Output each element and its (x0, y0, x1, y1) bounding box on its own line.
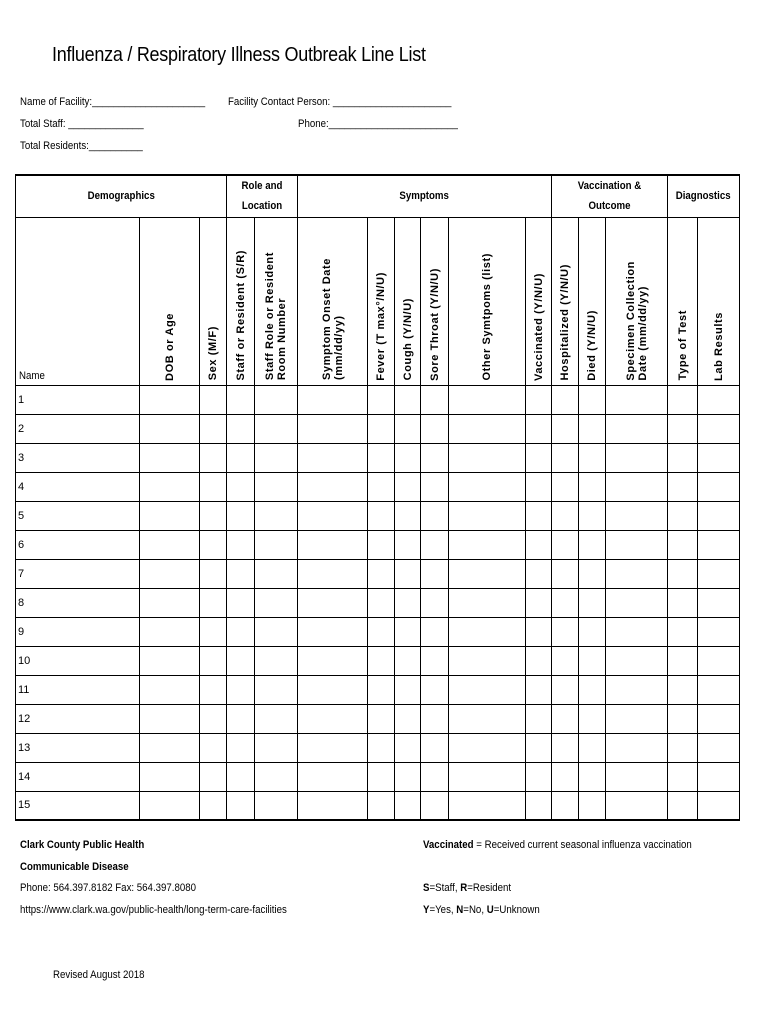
entry-cell[interactable] (395, 588, 421, 617)
entry-cell[interactable] (298, 530, 368, 559)
entry-cell[interactable] (227, 617, 255, 646)
entry-cell[interactable] (606, 704, 668, 733)
row-number-cell[interactable]: 3 (16, 443, 140, 472)
entry-cell[interactable] (606, 414, 668, 443)
entry-cell[interactable] (255, 472, 298, 501)
entry-cell[interactable] (200, 414, 227, 443)
entry-cell[interactable] (227, 530, 255, 559)
total-staff-field[interactable]: Total Staff: ______________ (20, 118, 144, 130)
entry-cell[interactable] (579, 617, 606, 646)
entry-cell[interactable] (606, 733, 668, 762)
entry-cell[interactable] (421, 704, 449, 733)
entry-cell[interactable] (368, 617, 395, 646)
entry-cell[interactable] (698, 646, 740, 675)
entry-cell[interactable] (255, 559, 298, 588)
entry-cell[interactable] (395, 530, 421, 559)
table-row (16, 646, 740, 675)
entry-cell[interactable] (200, 443, 227, 472)
entry-cell[interactable] (449, 385, 526, 414)
entry-cell[interactable] (227, 791, 255, 820)
entry-cell[interactable] (255, 791, 298, 820)
entry-cell[interactable] (255, 530, 298, 559)
entry-cell[interactable] (606, 385, 668, 414)
row-number-cell[interactable]: 11 (16, 675, 140, 704)
table-row (16, 559, 740, 588)
entry-cell[interactable] (227, 559, 255, 588)
entry-cell[interactable] (552, 501, 579, 530)
entry-cell[interactable] (579, 762, 606, 791)
entry-cell[interactable] (227, 472, 255, 501)
entry-cell[interactable] (668, 501, 698, 530)
entry-cell[interactable] (298, 443, 368, 472)
group-symptoms: Symptoms (298, 175, 552, 217)
entry-cell[interactable] (552, 559, 579, 588)
entry-cell[interactable] (449, 762, 526, 791)
facility-contact-field[interactable]: Facility Contact Person: ______________________ (228, 96, 452, 108)
entry-cell[interactable] (668, 646, 698, 675)
entry-cell[interactable] (227, 646, 255, 675)
entry-cell[interactable] (298, 762, 368, 791)
entry-cell[interactable] (579, 733, 606, 762)
entry-cell[interactable] (140, 646, 200, 675)
col-dob-header: DOB or Age (140, 217, 200, 385)
entry-cell[interactable] (526, 646, 552, 675)
entry-cell[interactable] (255, 588, 298, 617)
row-number-cell[interactable]: 6 (16, 530, 140, 559)
entry-cell[interactable] (140, 443, 200, 472)
entry-cell[interactable] (526, 762, 552, 791)
entry-cell[interactable] (368, 559, 395, 588)
entry-cell[interactable] (395, 791, 421, 820)
entry-cell[interactable] (140, 559, 200, 588)
entry-cell[interactable] (606, 762, 668, 791)
entry-cell[interactable] (200, 704, 227, 733)
table-row (16, 704, 740, 733)
contact-phone: Phone: 564.397.8182 Fax: 564.397.8080 (20, 882, 197, 894)
col-died-header: Died (Y/N/U) (579, 217, 606, 385)
entry-cell[interactable] (298, 646, 368, 675)
entry-cell[interactable] (552, 385, 579, 414)
entry-cell[interactable] (255, 675, 298, 704)
entry-cell[interactable] (227, 762, 255, 791)
entry-cell[interactable] (298, 559, 368, 588)
entry-cell[interactable] (698, 414, 740, 443)
entry-cell[interactable] (449, 704, 526, 733)
entry-cell[interactable] (526, 704, 552, 733)
group-demographics: Demographics (16, 175, 227, 217)
entry-cell[interactable] (668, 385, 698, 414)
page-title: Influenza / Respiratory Illness Outbreak Line List (52, 44, 426, 66)
entry-cell[interactable] (421, 385, 449, 414)
entry-cell[interactable] (668, 617, 698, 646)
table-row (16, 733, 740, 762)
entry-cell[interactable] (421, 530, 449, 559)
entry-cell[interactable] (298, 472, 368, 501)
entry-cell[interactable] (421, 414, 449, 443)
entry-cell[interactable] (227, 675, 255, 704)
entry-cell[interactable] (298, 385, 368, 414)
entry-cell[interactable] (395, 501, 421, 530)
entry-cell[interactable] (698, 791, 740, 820)
entry-cell[interactable] (298, 414, 368, 443)
entry-cell[interactable] (526, 472, 552, 501)
entry-cell[interactable] (526, 791, 552, 820)
col-name-header: Name (16, 217, 140, 385)
entry-cell[interactable] (526, 443, 552, 472)
entry-cell[interactable] (579, 704, 606, 733)
col-staff-resident-header: Staff or Resident (S/R) (227, 217, 255, 385)
entry-cell[interactable] (368, 791, 395, 820)
entry-cell[interactable] (698, 501, 740, 530)
entry-cell[interactable] (552, 791, 579, 820)
entry-cell[interactable] (668, 791, 698, 820)
total-residents-field[interactable]: Total Residents:__________ (20, 140, 143, 152)
col-onset-date-header: Symptom Onset Date (mm/dd/yy) (298, 217, 368, 385)
entry-cell[interactable] (698, 443, 740, 472)
entry-cell[interactable] (200, 733, 227, 762)
entry-cell[interactable] (227, 414, 255, 443)
entry-cell[interactable] (668, 530, 698, 559)
entry-cell[interactable] (698, 762, 740, 791)
entry-cell[interactable] (606, 675, 668, 704)
entry-cell[interactable] (298, 733, 368, 762)
line-list-table (15, 174, 740, 821)
entry-cell[interactable] (449, 646, 526, 675)
row-number-cell[interactable]: 15 (16, 791, 140, 820)
entry-cell[interactable] (200, 559, 227, 588)
entry-cell[interactable] (526, 530, 552, 559)
entry-cell[interactable] (140, 791, 200, 820)
row-number-cell[interactable]: 1 (16, 385, 140, 414)
entry-cell[interactable] (668, 443, 698, 472)
entry-cell[interactable] (698, 675, 740, 704)
col-cough-header: Cough (Y/N/U) (395, 217, 421, 385)
entry-cell[interactable] (698, 385, 740, 414)
col-sore-throat-header: Sore Throat (Y/N/U) (421, 217, 449, 385)
org-name: Clark County Public Health (20, 839, 145, 851)
table-row (16, 762, 740, 791)
entry-cell[interactable] (395, 762, 421, 791)
entry-cell[interactable] (368, 414, 395, 443)
entry-cell[interactable] (421, 733, 449, 762)
entry-cell[interactable] (552, 646, 579, 675)
entry-cell[interactable] (421, 443, 449, 472)
entry-cell[interactable] (140, 675, 200, 704)
entry-cell[interactable] (255, 501, 298, 530)
entry-cell[interactable] (606, 617, 668, 646)
entry-cell[interactable] (140, 414, 200, 443)
col-role-room-header: Staff Role or Resident Room Number (255, 217, 298, 385)
entry-cell[interactable] (579, 472, 606, 501)
entry-cell[interactable] (421, 617, 449, 646)
entry-cell[interactable] (255, 733, 298, 762)
table-row (16, 588, 740, 617)
entry-cell[interactable] (421, 588, 449, 617)
entry-cell[interactable] (368, 646, 395, 675)
answer-legend: Y=Yes, N=No, U=Unknown (423, 904, 540, 916)
entry-cell[interactable] (140, 472, 200, 501)
row-number-cell[interactable]: 7 (16, 559, 140, 588)
entry-cell[interactable] (421, 472, 449, 501)
entry-cell[interactable] (579, 791, 606, 820)
entry-cell[interactable] (449, 530, 526, 559)
entry-cell[interactable] (395, 559, 421, 588)
entry-cell[interactable] (298, 617, 368, 646)
col-sex-header: Sex (M/F) (200, 217, 227, 385)
entry-cell[interactable] (579, 414, 606, 443)
entry-cell[interactable] (698, 530, 740, 559)
entry-cell[interactable] (606, 443, 668, 472)
entry-cell[interactable] (227, 501, 255, 530)
entry-cell[interactable] (698, 472, 740, 501)
entry-cell[interactable] (368, 530, 395, 559)
entry-cell[interactable] (200, 385, 227, 414)
entry-cell[interactable] (579, 443, 606, 472)
row-number-cell[interactable]: 2 (16, 414, 140, 443)
entry-cell[interactable] (579, 559, 606, 588)
entry-cell[interactable] (526, 617, 552, 646)
table-row (16, 530, 740, 559)
facility-name-field[interactable]: Name of Facility:_____________________ (20, 96, 206, 108)
entry-cell[interactable] (698, 617, 740, 646)
entry-cell[interactable] (421, 791, 449, 820)
entry-cell[interactable] (200, 646, 227, 675)
entry-cell[interactable] (526, 733, 552, 762)
entry-cell[interactable] (606, 559, 668, 588)
entry-cell[interactable] (552, 733, 579, 762)
entry-cell[interactable] (668, 675, 698, 704)
entry-cell[interactable] (200, 501, 227, 530)
entry-cell[interactable] (526, 414, 552, 443)
entry-cell[interactable] (368, 733, 395, 762)
entry-cell[interactable] (255, 646, 298, 675)
entry-cell[interactable] (140, 530, 200, 559)
entry-cell[interactable] (200, 762, 227, 791)
entry-cell[interactable] (552, 617, 579, 646)
entry-cell[interactable] (140, 588, 200, 617)
group-vaccination-outcome: Vaccination & Outcome (552, 175, 668, 217)
entry-cell[interactable] (449, 675, 526, 704)
entry-cell[interactable] (227, 588, 255, 617)
entry-cell[interactable] (668, 588, 698, 617)
entry-cell[interactable] (255, 704, 298, 733)
entry-cell[interactable] (449, 588, 526, 617)
entry-cell[interactable] (421, 762, 449, 791)
entry-cell[interactable] (606, 530, 668, 559)
entry-cell[interactable] (140, 762, 200, 791)
col-lab-results-header: Lab Results (698, 217, 740, 385)
entry-cell[interactable] (579, 675, 606, 704)
entry-cell[interactable] (449, 472, 526, 501)
entry-cell[interactable] (449, 617, 526, 646)
entry-cell[interactable] (552, 443, 579, 472)
table-row (16, 617, 740, 646)
entry-cell[interactable] (668, 704, 698, 733)
row-number-cell[interactable]: 8 (16, 588, 140, 617)
entry-cell[interactable] (140, 733, 200, 762)
entry-cell[interactable] (526, 385, 552, 414)
entry-cell[interactable] (395, 617, 421, 646)
entry-cell[interactable] (421, 675, 449, 704)
entry-cell[interactable] (698, 733, 740, 762)
entry-cell[interactable] (200, 588, 227, 617)
entry-cell[interactable] (140, 501, 200, 530)
entry-cell[interactable] (552, 762, 579, 791)
entry-cell[interactable] (227, 385, 255, 414)
entry-cell[interactable] (368, 501, 395, 530)
entry-cell[interactable] (200, 530, 227, 559)
entry-cell[interactable] (395, 443, 421, 472)
entry-cell[interactable] (200, 675, 227, 704)
entry-cell[interactable] (200, 472, 227, 501)
row-number-cell[interactable]: 4 (16, 472, 140, 501)
row-number-cell[interactable]: 12 (16, 704, 140, 733)
entry-cell[interactable] (395, 414, 421, 443)
row-number-cell[interactable]: 5 (16, 501, 140, 530)
entry-cell[interactable] (668, 559, 698, 588)
entry-cell[interactable] (255, 443, 298, 472)
col-hospitalized-header: Hospitalized (Y/N/U) (552, 217, 579, 385)
vaccinated-legend: Vaccinated = Received current seasonal influenza vaccination (423, 839, 692, 851)
entry-cell[interactable] (579, 588, 606, 617)
entry-cell[interactable] (606, 646, 668, 675)
entry-cell[interactable] (368, 704, 395, 733)
entry-cell[interactable] (227, 704, 255, 733)
dept-name: Communicable Disease (20, 861, 129, 873)
entry-cell[interactable] (552, 530, 579, 559)
entry-cell[interactable] (298, 675, 368, 704)
col-vaccinated-header: Vaccinated (Y/N/U) (526, 217, 552, 385)
entry-cell[interactable] (526, 501, 552, 530)
entry-cell[interactable] (449, 791, 526, 820)
entry-cell[interactable] (449, 733, 526, 762)
entry-cell[interactable] (395, 675, 421, 704)
entry-cell[interactable] (526, 675, 552, 704)
entry-cell[interactable] (227, 733, 255, 762)
entry-cell[interactable] (579, 385, 606, 414)
entry-cell[interactable] (606, 472, 668, 501)
col-other-symptoms-header: Other Symtpoms (list) (449, 217, 526, 385)
entry-cell[interactable] (552, 472, 579, 501)
entry-cell[interactable] (395, 472, 421, 501)
table-row (16, 472, 740, 501)
entry-cell[interactable] (579, 530, 606, 559)
entry-cell[interactable] (200, 617, 227, 646)
entry-cell[interactable] (526, 588, 552, 617)
row-number-cell[interactable]: 10 (16, 646, 140, 675)
entry-cell[interactable] (449, 501, 526, 530)
entry-cell[interactable] (526, 559, 552, 588)
entry-cell[interactable] (606, 501, 668, 530)
entry-cell[interactable] (698, 704, 740, 733)
entry-cell[interactable] (140, 617, 200, 646)
entry-cell[interactable] (552, 588, 579, 617)
entry-cell[interactable] (298, 501, 368, 530)
entry-cell[interactable] (255, 414, 298, 443)
entry-cell[interactable] (368, 385, 395, 414)
phone-field[interactable]: Phone:________________________ (298, 118, 458, 130)
entry-cell[interactable] (200, 791, 227, 820)
entry-cell[interactable] (255, 385, 298, 414)
row-number-cell[interactable]: 13 (16, 733, 140, 762)
entry-cell[interactable] (255, 617, 298, 646)
entry-cell[interactable] (421, 501, 449, 530)
entry-cell[interactable] (395, 385, 421, 414)
entry-cell[interactable] (368, 588, 395, 617)
entry-cell[interactable] (606, 791, 668, 820)
entry-cell[interactable] (395, 646, 421, 675)
entry-cell[interactable] (368, 472, 395, 501)
entry-cell[interactable] (298, 588, 368, 617)
table-row (16, 501, 740, 530)
entry-cell[interactable] (606, 588, 668, 617)
entry-cell[interactable] (698, 559, 740, 588)
entry-cell[interactable] (668, 472, 698, 501)
entry-cell[interactable] (668, 762, 698, 791)
entry-cell[interactable] (368, 762, 395, 791)
website-link[interactable]: https://www.clark.wa.gov/public-health/long-term-care-facilities (20, 904, 287, 916)
group-diagnostics: Diagnostics (668, 175, 740, 217)
entry-cell[interactable] (255, 762, 298, 791)
revision-date: Revised August 2018 (53, 969, 145, 981)
entry-cell[interactable] (449, 414, 526, 443)
entry-cell[interactable] (395, 733, 421, 762)
table-row (16, 414, 740, 443)
entry-cell[interactable] (698, 588, 740, 617)
entry-cell[interactable] (227, 443, 255, 472)
entry-cell[interactable] (552, 675, 579, 704)
row-number-cell[interactable]: 14 (16, 762, 140, 791)
entry-cell[interactable] (368, 675, 395, 704)
table-row (16, 443, 740, 472)
entry-cell[interactable] (421, 559, 449, 588)
col-specimen-date-header: Specimen Collection Date (mm/dd/yy) (606, 217, 668, 385)
group-role-location: Role and Location (227, 175, 298, 217)
entry-cell[interactable] (421, 646, 449, 675)
col-fever-header: Fever (T max°/N/U) (368, 217, 395, 385)
entry-cell[interactable] (395, 704, 421, 733)
entry-cell[interactable] (298, 704, 368, 733)
entry-cell[interactable] (552, 414, 579, 443)
entry-cell[interactable] (140, 704, 200, 733)
entry-cell[interactable] (579, 501, 606, 530)
entry-cell[interactable] (140, 385, 200, 414)
entry-cell[interactable] (449, 559, 526, 588)
table-row (16, 385, 740, 414)
entry-cell[interactable] (668, 414, 698, 443)
table-row (16, 675, 740, 704)
entry-cell[interactable] (449, 443, 526, 472)
entry-cell[interactable] (368, 443, 395, 472)
entry-cell[interactable] (552, 704, 579, 733)
row-number-cell[interactable]: 9 (16, 617, 140, 646)
entry-cell[interactable] (668, 733, 698, 762)
entry-cell[interactable] (298, 791, 368, 820)
table-row (16, 791, 740, 820)
col-test-type-header: Type of Test (668, 217, 698, 385)
role-legend: S=Staff, R=Resident (423, 882, 512, 894)
entry-cell[interactable] (579, 646, 606, 675)
